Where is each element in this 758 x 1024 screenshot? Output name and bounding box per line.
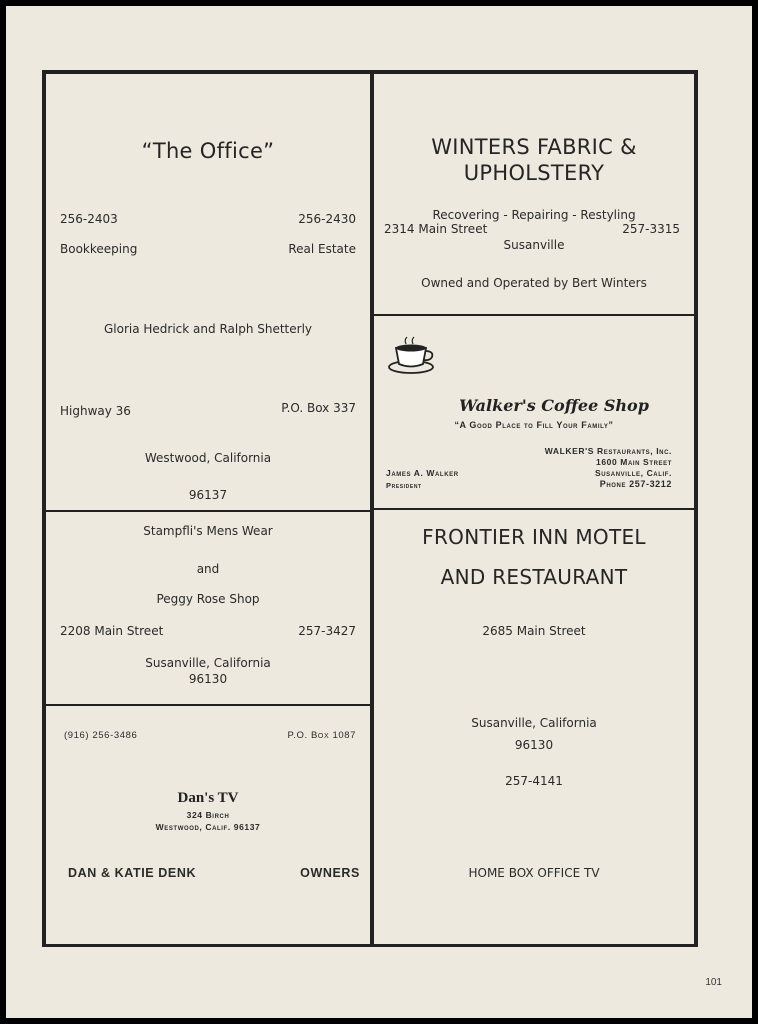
- stampfli-street: 2208 Main Street: [60, 624, 164, 638]
- dans-owners-names: DAN & KATIE DENK: [68, 866, 197, 880]
- office-service-right: Real Estate: [288, 242, 356, 256]
- stampfli-line1: Stampfli's Mens Wear: [143, 524, 273, 538]
- walkers-role: President: [386, 481, 422, 490]
- frontier-title-line1: FRONTIER INN MOTEL: [422, 525, 646, 549]
- dans-owners-label: OWNERS: [300, 866, 360, 880]
- stampfli-city: Susanville, California: [145, 656, 271, 670]
- winters-street: 2314 Main Street: [384, 222, 488, 236]
- ad-dans-tv: [44, 704, 372, 947]
- yearbook-page: [6, 6, 752, 1018]
- ad-stampflis-mens-wear: [44, 510, 372, 706]
- coffee-cup-icon: [386, 336, 438, 376]
- office-address-right: P.O. Box 337: [281, 401, 356, 415]
- stampfli-line2: and: [196, 562, 220, 576]
- frontier-zip: 96130: [514, 738, 554, 752]
- dans-pobox: P.O. Box 1087: [287, 730, 356, 741]
- dans-phone: (916) 256-3486: [64, 730, 138, 741]
- walkers-person: James A. Walker: [386, 468, 459, 478]
- winters-title-line2: UPHOLSTERY: [463, 161, 605, 185]
- dans-name: Dan's TV: [177, 790, 239, 806]
- office-people: Gloria Hedrick and Ralph Shetterly: [103, 322, 313, 336]
- walkers-name: Walker's Coffee Shop: [459, 396, 649, 415]
- walkers-slogan: “A Good Place to Fill Your Family”: [454, 420, 614, 430]
- office-phone-right: 256-2430: [298, 212, 356, 226]
- frontier-phone: 257-4141: [505, 774, 563, 788]
- walkers-street: 1600 Main Street: [596, 457, 672, 467]
- walkers-city: Susanville, Calif.: [594, 468, 672, 478]
- frontier-city: Susanville, California: [471, 716, 597, 730]
- office-address-left: Highway 36: [60, 404, 131, 418]
- winters-city: Susanville: [503, 238, 565, 252]
- winters-phone: 257-3315: [622, 222, 680, 236]
- office-title: “The Office”: [141, 139, 275, 163]
- ad-frontier-inn: [372, 508, 696, 947]
- walkers-phone: Phone 257-3212: [599, 479, 672, 489]
- winters-owner: Owned and Operated by Bert Winters: [421, 276, 647, 290]
- frontier-feature: HOME BOX OFFICE TV: [468, 866, 600, 880]
- winters-services: Recovering - Repairing - Restyling: [432, 208, 636, 222]
- ad-winters-fabric: [372, 72, 696, 316]
- stampfli-zip: 96130: [188, 672, 228, 686]
- office-phone-left: 256-2403: [60, 212, 118, 226]
- stampfli-line3: Peggy Rose Shop: [156, 592, 260, 606]
- frontier-street: 2685 Main Street: [482, 624, 586, 638]
- dans-city: Westwood, Calif. 96137: [155, 822, 261, 832]
- page-number: 101: [705, 977, 722, 988]
- walkers-company: WALKER'S Restaurants, Inc.: [544, 446, 672, 456]
- stampfli-phone: 257-3427: [298, 624, 356, 638]
- office-city: Westwood, California: [144, 451, 272, 465]
- winters-title-line1: WINTERS FABRIC &: [431, 135, 637, 159]
- ad-walkers-coffee-shop: [372, 314, 696, 510]
- frontier-title-line2: AND RESTAURANT: [440, 565, 628, 589]
- office-zip: 96137: [188, 488, 228, 502]
- dans-street: 324 Birch: [186, 810, 230, 820]
- ad-the-office: [44, 72, 372, 512]
- office-service-left: Bookkeeping: [60, 242, 138, 256]
